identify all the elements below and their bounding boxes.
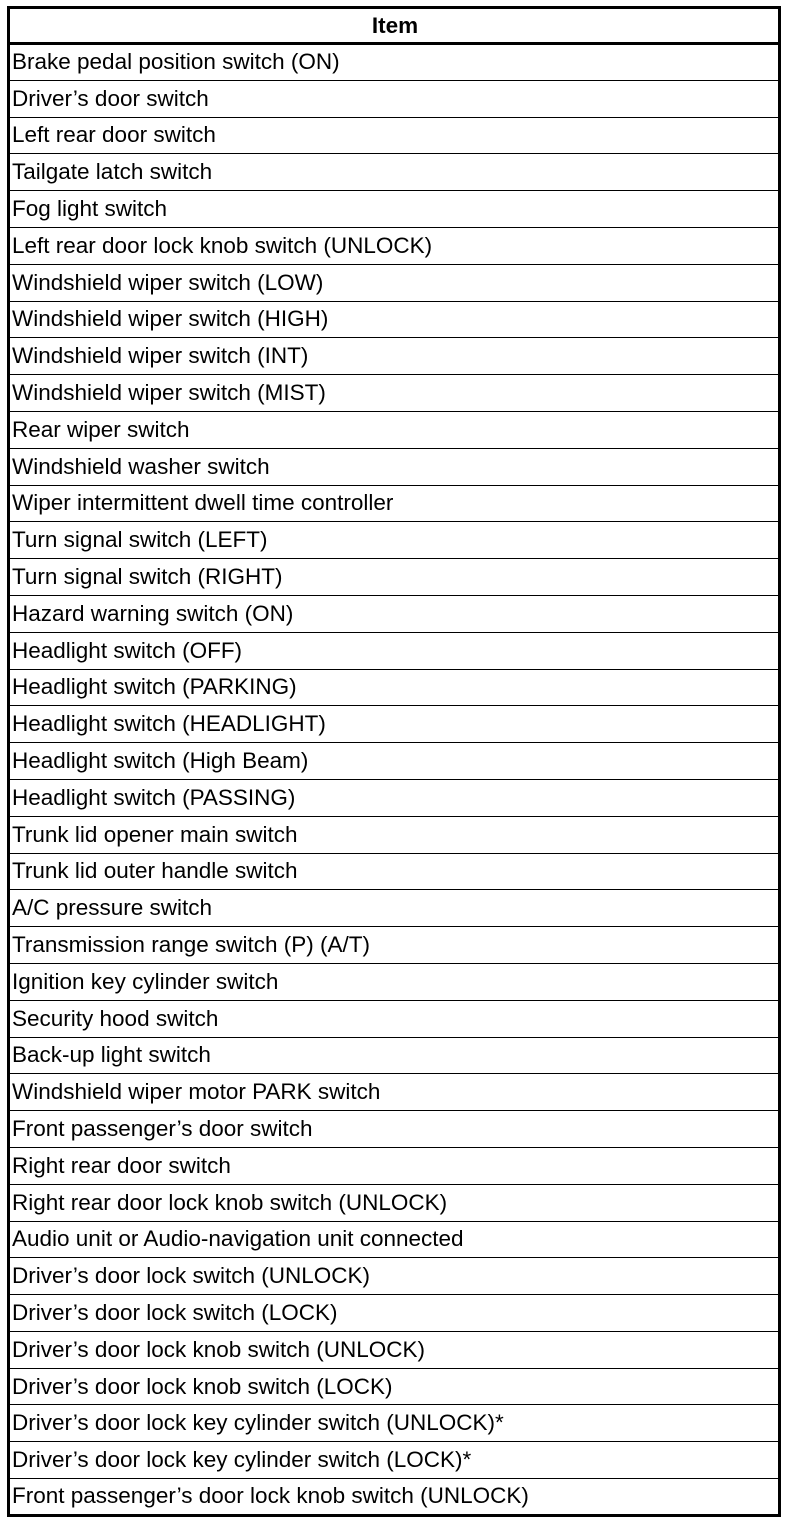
table-row [9, 1258, 780, 1295]
item-cell: Turn signal switch (LEFT) [9, 522, 780, 559]
table-row [9, 411, 780, 448]
item-cell: Driver’s door lock knob switch (UNLOCK) [9, 1331, 780, 1368]
table-row [9, 779, 780, 816]
table-row [9, 1074, 780, 1111]
item-cell: Windshield wiper switch (MIST) [9, 375, 780, 412]
item-cell: Trunk lid opener main switch [9, 816, 780, 853]
table-row [9, 853, 780, 890]
table-row [9, 1405, 780, 1442]
item-cell: Headlight switch (High Beam) [9, 743, 780, 780]
item-table [7, 6, 781, 1517]
table-row [9, 1000, 780, 1037]
item-table-container [7, 6, 781, 1517]
item-cell: Right rear door lock knob switch (UNLOCK) [9, 1184, 780, 1221]
table-header-row [9, 8, 780, 44]
table-row [9, 191, 780, 228]
item-cell: Ignition key cylinder switch [9, 963, 780, 1000]
table-row [9, 117, 780, 154]
item-cell: Driver’s door lock knob switch (LOCK) [9, 1368, 780, 1405]
item-cell: Wiper intermittent dwell time controller [9, 485, 780, 522]
item-cell: Tailgate latch switch [9, 154, 780, 191]
item-cell: Windshield wiper motor PARK switch [9, 1074, 780, 1111]
item-cell: Rear wiper switch [9, 411, 780, 448]
table-row [9, 632, 780, 669]
table-row [9, 522, 780, 559]
table-row [9, 1221, 780, 1258]
table-row [9, 1037, 780, 1074]
item-cell: Turn signal switch (RIGHT) [9, 559, 780, 596]
table-row [9, 154, 780, 191]
table-body [9, 44, 780, 1516]
item-cell: Windshield wiper switch (HIGH) [9, 301, 780, 338]
item-cell: Back-up light switch [9, 1037, 780, 1074]
item-cell: Headlight switch (PASSING) [9, 779, 780, 816]
table-row [9, 669, 780, 706]
table-row [9, 559, 780, 596]
table-row [9, 227, 780, 264]
item-cell: Left rear door switch [9, 117, 780, 154]
item-cell: Headlight switch (PARKING) [9, 669, 780, 706]
table-row [9, 1442, 780, 1479]
table-row [9, 1479, 780, 1516]
item-cell: Front passenger’s door lock knob switch (UNLOCK) [9, 1479, 780, 1516]
table-row [9, 743, 780, 780]
table-row [9, 595, 780, 632]
item-cell: Fog light switch [9, 191, 780, 228]
item-cell: Transmission range switch (P) (A/T) [9, 927, 780, 964]
item-cell: Right rear door switch [9, 1147, 780, 1184]
item-cell: Left rear door lock knob switch (UNLOCK) [9, 227, 780, 264]
table-row [9, 1368, 780, 1405]
item-cell: A/C pressure switch [9, 890, 780, 927]
table-row [9, 890, 780, 927]
table-row [9, 301, 780, 338]
table-row [9, 1331, 780, 1368]
item-cell: Trunk lid outer handle switch [9, 853, 780, 890]
item-cell: Driver’s door lock switch (UNLOCK) [9, 1258, 780, 1295]
table-row [9, 338, 780, 375]
item-cell: Hazard warning switch (ON) [9, 595, 780, 632]
table-row [9, 963, 780, 1000]
item-cell: Audio unit or Audio-navigation unit connected [9, 1221, 780, 1258]
item-cell: Security hood switch [9, 1000, 780, 1037]
table-row [9, 44, 780, 81]
item-cell: Driver’s door lock key cylinder switch (LOCK)* [9, 1442, 780, 1479]
table-row [9, 1295, 780, 1332]
item-cell: Windshield washer switch [9, 448, 780, 485]
table-row [9, 1147, 780, 1184]
table-row [9, 485, 780, 522]
item-cell: Driver’s door switch [9, 80, 780, 117]
table-row [9, 448, 780, 485]
column-header-item: Item [9, 8, 780, 44]
table-row [9, 80, 780, 117]
table-row [9, 927, 780, 964]
table-row [9, 264, 780, 301]
table-row [9, 375, 780, 412]
table-row [9, 706, 780, 743]
item-cell: Driver’s door lock key cylinder switch (UNLOCK)* [9, 1405, 780, 1442]
table-row [9, 1111, 780, 1148]
item-cell: Windshield wiper switch (INT) [9, 338, 780, 375]
item-cell: Headlight switch (HEADLIGHT) [9, 706, 780, 743]
table-row [9, 816, 780, 853]
item-cell: Driver’s door lock switch (LOCK) [9, 1295, 780, 1332]
item-cell: Brake pedal position switch (ON) [9, 44, 780, 81]
item-cell: Headlight switch (OFF) [9, 632, 780, 669]
item-cell: Windshield wiper switch (LOW) [9, 264, 780, 301]
item-cell: Front passenger’s door switch [9, 1111, 780, 1148]
table-row [9, 1184, 780, 1221]
